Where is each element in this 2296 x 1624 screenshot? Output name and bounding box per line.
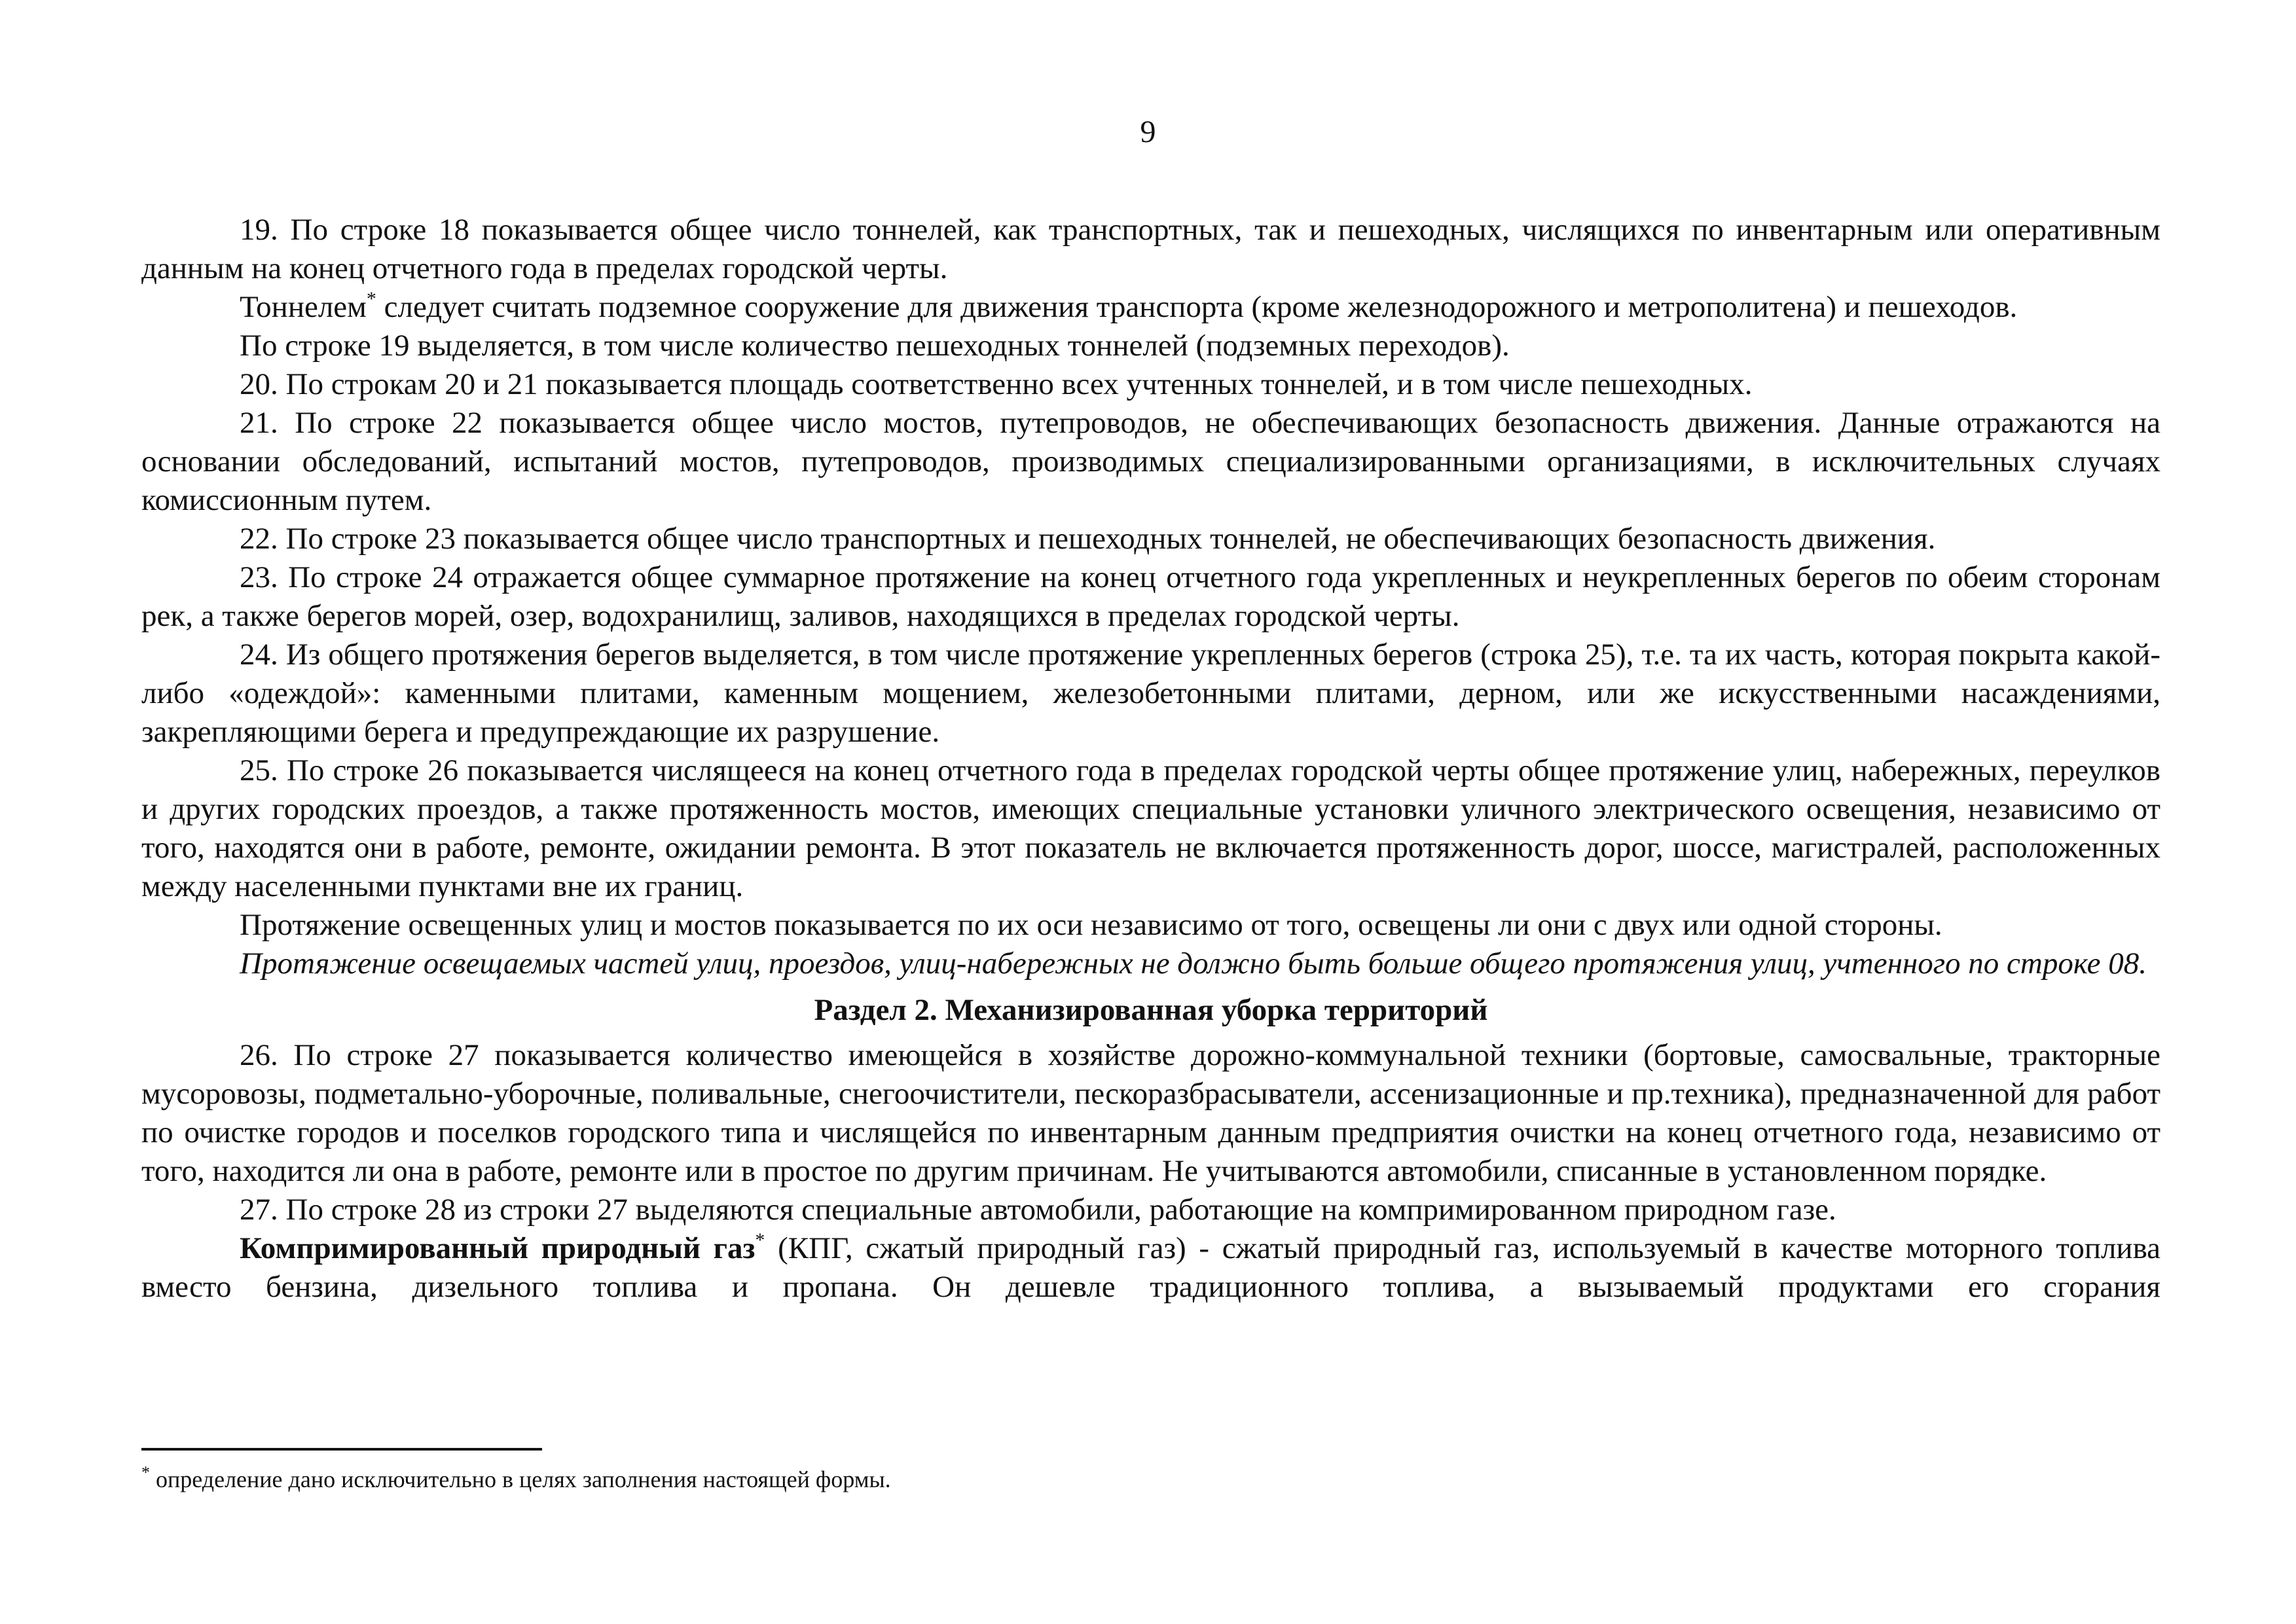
page-number: 9 — [1140, 115, 1156, 149]
paragraph-24: 24. Из общего протяжения берегов выделяется, в том числе протяжение укрепленных берегов (строка 25), т.е. та их часть, которая покрыта какой-либо «одеждой»: каменными плитами, каменным мощением, железобетонными плитами, дерном, или же искусственными насаждениями, закрепляющими берега и предупреждающие их разрушение. — [141, 638, 2160, 749]
paragraph-19: 19. По строке 18 показывается общее число тоннелей, как транспортных, так и пешеходных, числящихся по инвентарным или оперативным данным на конец отчетного года в пределах городской черты. — [141, 213, 2160, 285]
paragraph-21: 21. По строке 22 показывается общее число мостов, путепроводов, не обеспечивающих безопасность движения. Данные отражаются на основании обследований, испытаний мостов, путепроводов, производимых специализированными организациями, в исключительных случаях комиссионным путем. — [141, 406, 2160, 517]
footnote-reference: * — [366, 288, 376, 310]
paragraph-25: 25. По строке 26 показывается числящееся на конец отчетного года в пределах городской черты общее протяжение улиц, набережных, переулков и других городских проездов, а также протяженность мостов, имеющих специальные установки уличного электрического освещения, независимо от того, находятся они в работе, ремонте, ожидании ремонта. В этот показатель не включается протяженность дорог, шоссе, магистралей, расположенных между населенными пунктами вне их границ. — [141, 753, 2160, 903]
cng-term: Компримированный природный газ — [240, 1231, 756, 1265]
paragraph-25c: Протяжение освещаемых частей улиц, проездов, улиц-набережных не должно быть больше общего протяжения улиц, учтенного по строке 08. — [240, 947, 2147, 981]
paragraph-22: 22. По строке 23 показывается общее число транспортных и пешеходных тоннелей, не обеспечивающих безопасность движения. — [240, 522, 1936, 556]
paragraph-20: 20. По строкам 20 и 21 показывается площадь соответственно всех учтенных тоннелей, и в том числе пешеходных. — [240, 367, 1753, 401]
paragraph-26: 26. По строке 27 показывается количество имеющейся в хозяйстве дорожно-коммунальной техники (бортовые, самосвальные, тракторные мусоровозы, подметально-уборочные, поливальные, снегоочистители, пескоразбрасыватели, ассенизационные и пр.техника), предназначенной для работ по очистке городов и поселков городского типа и числящейся по инвентарным данным предприятия очистки на конец отчетного года, независимо от того, находится ли она в работе, ремонте или в простое по другим причинам. Не учитываются автомобили, списанные в установленном порядке. — [141, 1038, 2160, 1188]
paragraph-25b: Протяжение освещенных улиц и мостов показывается по их оси независимо от того, освещены ли они с двух или одной стороны. — [240, 908, 1942, 942]
footnote-separator — [141, 1448, 542, 1451]
footnote — [141, 1464, 2160, 1495]
cng-definition-text: (КПГ, сжатый природный газ) - сжатый природный газ, используемый в качестве моторного топлива вместо бензина, дизельного топлива и пропана. Он дешевле традиционного топлива, а вызываемый продуктами его сгорания — [141, 1231, 2161, 1304]
footnote-reference: * — [755, 1229, 765, 1251]
tunnel-term: Тоннелем — [240, 290, 367, 324]
paragraph-cng-definition — [141, 1229, 2160, 1307]
paragraph-tunnel-definition — [141, 288, 2160, 327]
section-2-heading: Раздел 2. Механизированная уборка территорий — [814, 993, 1488, 1027]
footnote-mark: * — [141, 1463, 150, 1482]
footnote-text: определение дано исключительно в целях заполнения настоящей формы. — [156, 1466, 891, 1492]
paragraph-19b: По строке 19 выделяется, в том числе количество пешеходных тоннелей (подземных переходов). — [240, 329, 1510, 363]
paragraph-23: 23. По строке 24 отражается общее суммарное протяжение на конец отчетного года укрепленных и неукрепленных берегов по обеим сторонам рек, а также берегов морей, озер, водохранилищ, заливов, находящихся в пределах городской черты. — [141, 560, 2160, 633]
tunnel-definition-text: следует считать подземное сооружение для движения транспорта (кроме железнодорожного и метрополитена) и пешеходов. — [376, 290, 2018, 324]
document-body — [141, 211, 2160, 1307]
paragraph-27: 27. По строке 28 из строки 27 выделяются специальные автомобили, работающие на компримированном природном газе. — [240, 1193, 1836, 1227]
